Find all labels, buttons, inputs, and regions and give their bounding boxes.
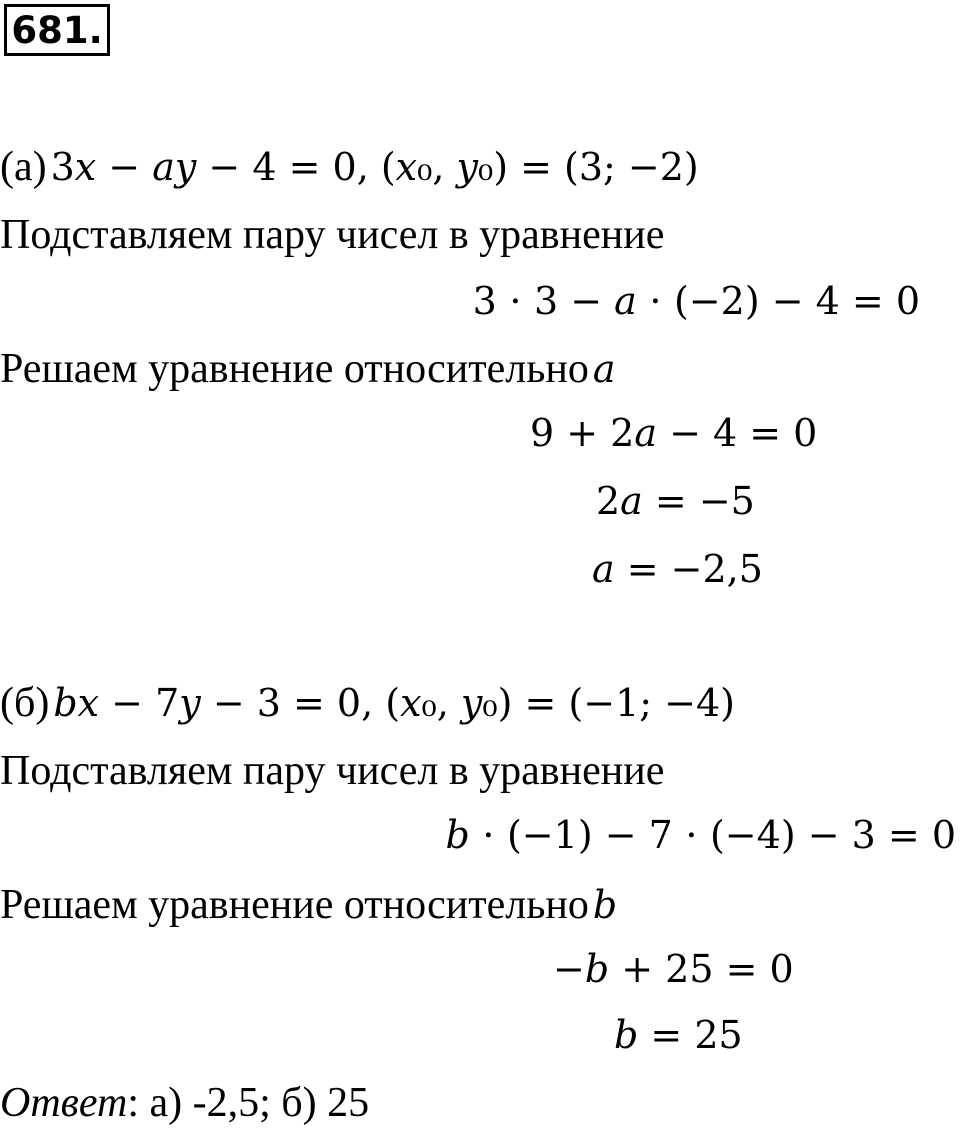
part-a-label: (а) (0, 144, 47, 190)
part-b-header (0, 682, 735, 724)
part-a-substitute-text: Подставляем пару чисел в уравнение (0, 212, 665, 258)
part-a-header (0, 146, 699, 188)
part-a-equation: 3𝑥 − 𝑎𝑦 − 4 = 0, (𝑥₀, 𝑦₀) = (3; −2) (50, 145, 699, 189)
answer-label: Ответ (0, 1080, 128, 1126)
answer-text: : а) -2,5; б) 25 (127, 1080, 370, 1126)
part-b-substitute-expr: 𝑏 ⋅ (−1) − 7 ⋅ (−4) − 3 = 0 (445, 813, 956, 857)
part-a-solve-var: 𝑎 (592, 347, 616, 391)
part-b-step-1: −𝑏 + 25 = 0 (553, 947, 794, 991)
part-a-substitute-expr: 3 ⋅ 3 − 𝑎 ⋅ (−2) − 4 = 0 (472, 279, 920, 323)
part-b-label: (б) (0, 680, 50, 726)
part-b-equation: 𝑏𝑥 − 7𝑦 − 3 = 0, (𝑥₀, 𝑦₀) = (−1; −4) (53, 681, 735, 725)
part-b-solve-line (0, 884, 617, 926)
part-a-step-2: 2𝑎 = −5 (596, 479, 755, 523)
part-b-solve-var: 𝑏 (592, 883, 618, 927)
part-a-step-3: 𝑎 = −2,5 (592, 547, 763, 591)
part-a-solve-line (0, 348, 616, 390)
part-a-step-1: 9 + 2𝑎 − 4 = 0 (530, 411, 818, 455)
problem-number: 681. (4, 4, 110, 56)
answer-line (0, 1082, 369, 1124)
part-b-step-2: 𝑏 = 25 (614, 1013, 743, 1057)
part-b-substitute-text: Подставляем пару чисел в уравнение (0, 748, 665, 794)
part-b-solve-text: Решаем уравнение относительно (0, 882, 589, 928)
part-a-solve-text: Решаем уравнение относительно (0, 346, 589, 392)
